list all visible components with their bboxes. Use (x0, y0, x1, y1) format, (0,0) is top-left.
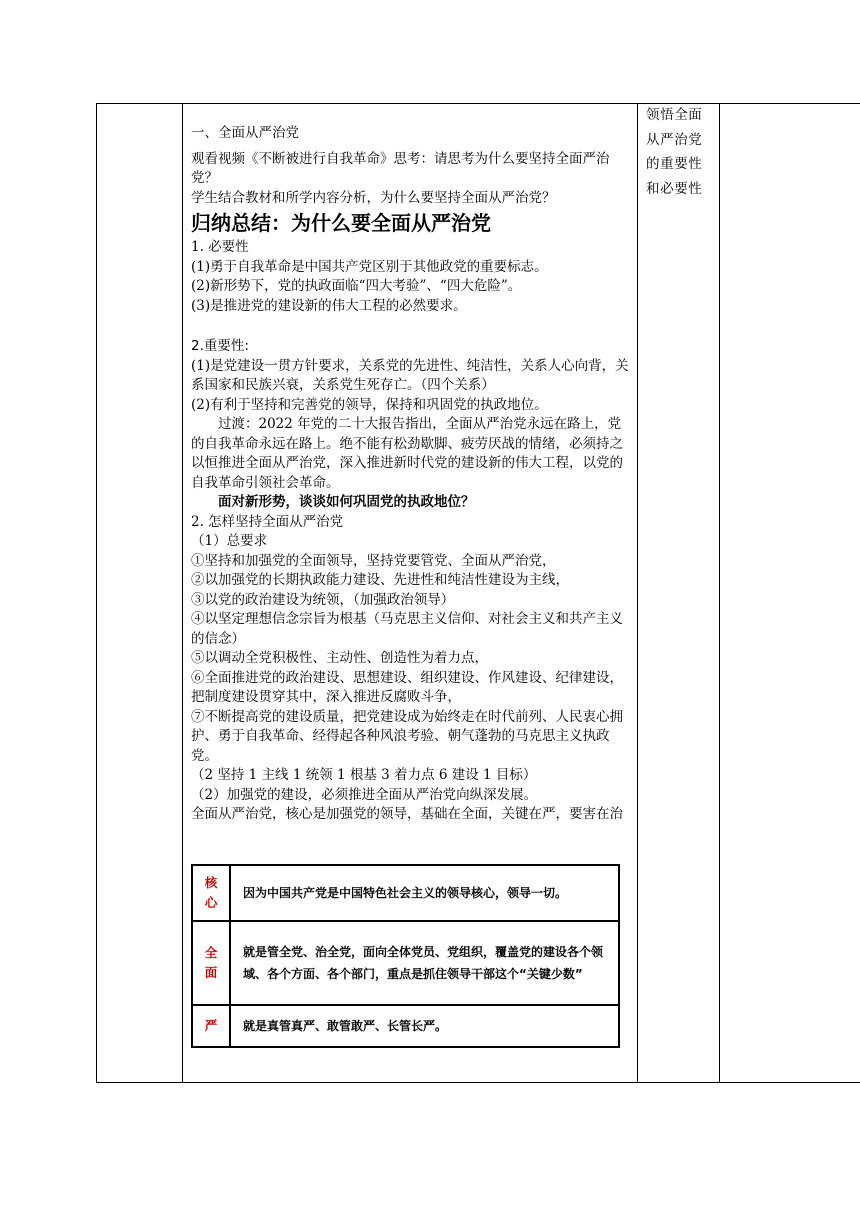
key-points-table (191, 864, 620, 1048)
table-row (192, 921, 619, 1005)
table-value-cell: 就是管全党、治全党，面向全体党员、党组织，覆盖党的建设各个领域、各个方面、各个部门，重点是抓住领导干部这个“关键少数” (230, 921, 619, 1005)
side-note-line: 领悟全面 (646, 107, 703, 123)
importance-item: (1)是党建设一贯方针要求，关系党的先进性、纯洁性，关系人心向背，关系国家和民族兴衰，关系党生死存亡。（四个关系） (191, 357, 629, 393)
table-key-cell: 核 心 (192, 865, 230, 921)
side-note-line: 和必要性 (646, 180, 703, 197)
transition-paragraph: 过渡：2022 年党的二十大报告指出，全面从严治党永远在路上，党的自我革命永远在路上。绝不能有松劲歇脚、疲劳厌战的情绪，必须持之以恒推进全面从严治党，深入推进新时代党的建设新的伟大工程，以党的自我革命引领社会革命。 (191, 416, 623, 491)
requirement-item: ②以加强党的长期执政能力建设、先进性和纯洁性建设为主线， (191, 572, 569, 588)
how-title: 2. 怎样坚持全面从严治党 (191, 513, 344, 530)
requirement-summary: （2 坚持 1 主线 1 统领 1 根基 3 着力点 6 建设 1 目标） (191, 767, 537, 783)
importance-title: 2.重要性: (191, 338, 249, 354)
side-note-line: 从严治党 (646, 131, 703, 148)
summary-heading: 归纳总结：为什么要全面从严治党 (191, 211, 491, 235)
table-row (192, 1005, 619, 1047)
table-key-cell: 全 面 (192, 921, 230, 1005)
table-col-border-2 (182, 103, 183, 1083)
table-row (192, 865, 619, 921)
section-title: 一、全面从严治党 (191, 125, 299, 141)
table-value-cell: 因为中国共产党是中国特色社会主义的领导核心，领导一切。 (230, 865, 619, 921)
intro-paragraph: 观看视频《不断被进行自我革命》思考：请思考为什么要坚持全面严治党？ (191, 150, 610, 186)
core-statement: 全面从严治党，核心是加强党的领导，基础在全面，关键在严，要害在治 (191, 806, 623, 822)
requirement-item: ③以党的政治建设为统领，（加强政治领导） (191, 591, 455, 608)
table-bottom-border (96, 1082, 860, 1083)
table-top-border (96, 103, 860, 104)
intro-paragraph: 学生结合教材和所学内容分析，为什么要坚持全面从严治党？ (191, 189, 556, 206)
table-value-cell: 就是真管真严、敢管敢严、长管长严。 (230, 1005, 619, 1047)
discussion-question: 面对新形势，谈谈如何巩固党的执政地位？ (218, 494, 475, 510)
requirement-item: ①坚持和加强党的全面领导，坚持党要管党、全面从严治党， (191, 552, 556, 569)
requirement-item: ⑤以调动全党积极性、主动性、创造性为着力点， (191, 650, 488, 666)
table-key-cell: 严 (192, 1005, 230, 1047)
necessity-item: (2)新形势下，党的执政面临“四大考验”、“四大危险”。 (191, 278, 522, 294)
necessity-title: 1. 必要性 (191, 239, 249, 255)
requirement-item: ⑦不断提高党的建设质量，把党建设成为始终走在时代前列、人民衷心拥护、勇于自我革命、经得起各种风浪考验、朝气蓬勃的马克思主义执政党。 (191, 708, 623, 764)
how-subtitle: （1）总要求 (191, 533, 268, 549)
requirement-item: ④以坚定理想信念宗旨为根基（马克思主义信仰、对社会主义和共产主义的信念） (191, 611, 623, 647)
how-subtitle: （2）加强党的建设，必须推进全面从严治党向纵深发展。 (191, 786, 538, 803)
importance-item: (2)有利于坚持和完善党的领导，保持和巩固党的执政地位。 (191, 396, 548, 413)
side-note (646, 103, 714, 201)
necessity-item: (1)勇于自我革命是中国共产党区别于其他政党的重要标志。 (191, 258, 548, 275)
necessity-item: (3)是推进党的建设新的伟大工程的必然要求。 (191, 297, 467, 314)
spacer (191, 316, 631, 335)
table-col-border-4 (719, 103, 720, 1083)
table-col-border-3 (637, 103, 638, 1083)
table-col-border-1 (96, 103, 97, 1083)
main-content (191, 124, 631, 825)
requirement-item: ⑥全面推进党的政治建设、思想建设、组织建设、作风建设、纪律建设，把制度建设贯穿其中，深入推进反腐败斗争， (191, 669, 623, 705)
side-note-line: 的重要性 (646, 156, 703, 172)
